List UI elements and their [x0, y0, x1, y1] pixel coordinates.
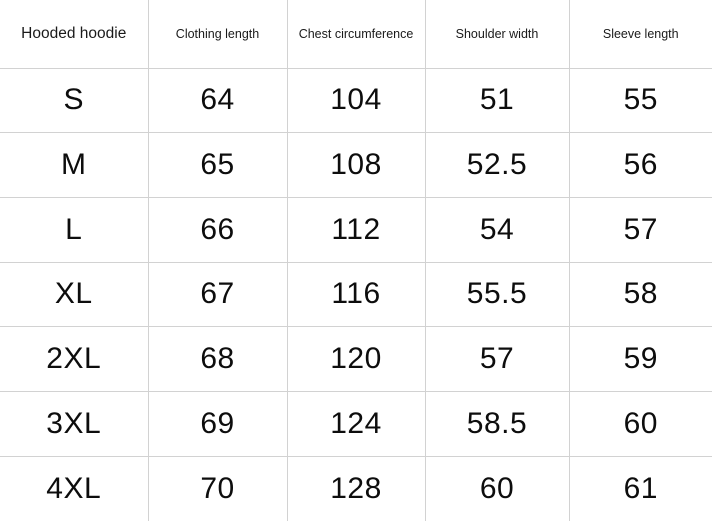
cell-clothing-length: 69	[148, 392, 287, 457]
table-row	[0, 133, 712, 198]
cell-size: 2XL	[0, 327, 148, 392]
cell-chest-circumference: 128	[287, 456, 425, 521]
cell-shoulder-width: 60	[425, 456, 569, 521]
cell-size: 3XL	[0, 392, 148, 457]
cell-clothing-length: 65	[148, 133, 287, 198]
cell-sleeve-length: 58	[569, 262, 712, 327]
cell-size: XL	[0, 262, 148, 327]
cell-clothing-length: 68	[148, 327, 287, 392]
cell-shoulder-width: 52.5	[425, 133, 569, 198]
cell-chest-circumference: 108	[287, 133, 425, 198]
cell-chest-circumference: 104	[287, 68, 425, 133]
column-header-product-label: Hooded hoodie	[21, 24, 127, 42]
cell-clothing-length: 64	[148, 68, 287, 133]
table-row	[0, 262, 712, 327]
cell-chest-circumference: 124	[287, 392, 425, 457]
column-header-sleeve-length-label: Sleeve length	[602, 26, 679, 41]
table-header	[0, 0, 712, 68]
cell-sleeve-length: 56	[569, 133, 712, 198]
cell-clothing-length: 67	[148, 262, 287, 327]
column-header-product	[0, 0, 148, 68]
column-header-clothing-length-label: Clothing length	[175, 26, 260, 41]
cell-chest-circumference: 120	[287, 327, 425, 392]
header-row	[0, 0, 712, 68]
column-header-sleeve-length	[569, 0, 712, 68]
column-header-shoulder-width-label: Shoulder width	[455, 26, 539, 41]
cell-shoulder-width: 57	[425, 327, 569, 392]
table-row	[0, 456, 712, 521]
cell-size: 4XL	[0, 456, 148, 521]
cell-sleeve-length: 61	[569, 456, 712, 521]
cell-sleeve-length: 57	[569, 197, 712, 262]
table-row	[0, 68, 712, 133]
cell-sleeve-length: 55	[569, 68, 712, 133]
column-header-chest-circumference-label: Chest circumference	[298, 26, 414, 41]
table-row	[0, 197, 712, 262]
cell-size: S	[0, 68, 148, 133]
cell-shoulder-width: 55.5	[425, 262, 569, 327]
cell-chest-circumference: 116	[287, 262, 425, 327]
table-row	[0, 327, 712, 392]
table-body	[0, 68, 712, 521]
column-header-clothing-length	[148, 0, 287, 68]
cell-size: L	[0, 197, 148, 262]
cell-shoulder-width: 58.5	[425, 392, 569, 457]
cell-shoulder-width: 51	[425, 68, 569, 133]
table-row	[0, 392, 712, 457]
cell-clothing-length: 70	[148, 456, 287, 521]
cell-size: M	[0, 133, 148, 198]
cell-sleeve-length: 59	[569, 327, 712, 392]
column-header-chest-circumference	[287, 0, 425, 68]
cell-sleeve-length: 60	[569, 392, 712, 457]
cell-shoulder-width: 54	[425, 197, 569, 262]
cell-chest-circumference: 112	[287, 197, 425, 262]
column-header-shoulder-width	[425, 0, 569, 68]
cell-clothing-length: 66	[148, 197, 287, 262]
